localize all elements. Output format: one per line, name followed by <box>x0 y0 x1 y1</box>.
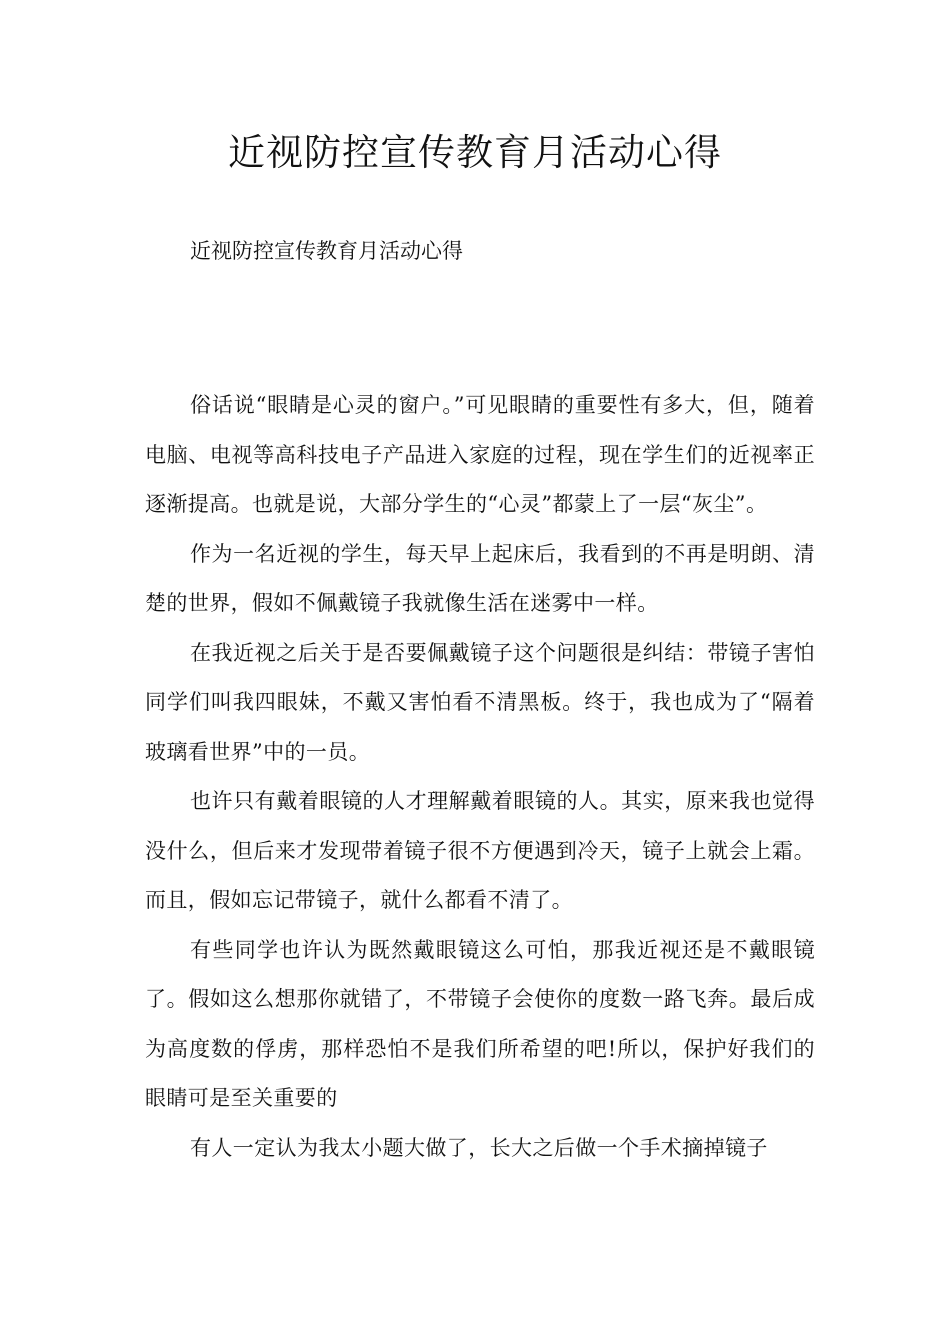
document-title: 近视防控宣传教育月活动心得 <box>228 131 722 174</box>
paragraph: 作为一名近视的学生，每天早上起床后，我看到的不再是明朗、清楚的世界，假如不佩戴镜子我就像生活在迷雾中一样。 <box>145 541 815 615</box>
document-body <box>145 381 815 1173</box>
paragraph: 在我近视之后关于是否要佩戴镜子这个问题很是纠结：带镜子害怕同学们叫我四眼妹，不戴又害怕看不清黑板。终于，我也成为了“隔着玻璃看世界”中的一员。 <box>145 640 815 764</box>
paragraph: 也许只有戴着眼镜的人才理解戴着眼镜的人。其实，原来我也觉得没什么，但后来才发现带着镜子很不方便遇到冷天，镜子上就会上霜。而且，假如忘记带镜子，就什么都看不清了。 <box>145 789 815 912</box>
document-subtitle: 近视防控宣传教育月活动心得 <box>190 239 463 263</box>
paragraph: 有人一定认为我太小题大做了，长大之后做一个手术摘掉镜子 <box>190 1135 768 1160</box>
paragraph: 有些同学也许认为既然戴眼镜这么可怕，那我近视还是不戴眼镜了。假如这么想那你就错了，不带镜子会使你的度数一路飞奔。最后成为高度数的俘虏，那样恐怕不是我们所希望的吧!所以，保护好我们的眼睛可是至关重要的 <box>145 937 815 1110</box>
paragraph: 俗话说“眼睛是心灵的窗户。”可见眼睛的重要性有多大，但，随着电脑、电视等高科技电子产品进入家庭的过程，现在学生们的近视率正逐渐提高。也就是说，大部分学生的“心灵”都蒙上了一层“灰尘”。 <box>145 393 815 516</box>
